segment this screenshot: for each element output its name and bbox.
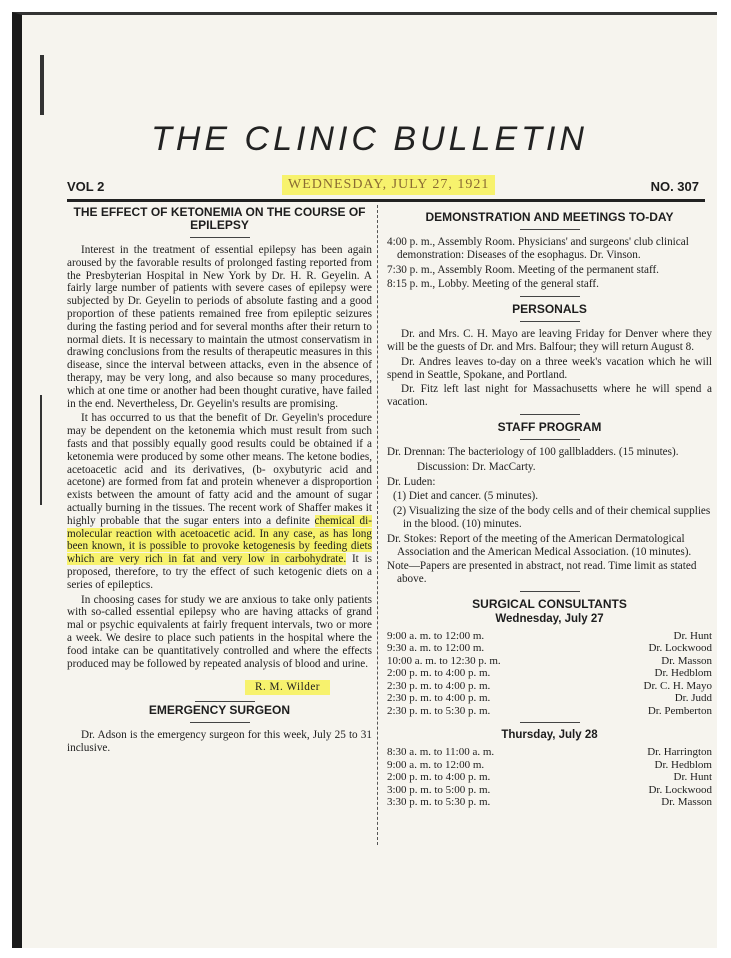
schedule-row <box>387 746 712 759</box>
personal-item: Dr. and Mrs. C. H. Mayo are leaving Friday for Denver where they will be the guests of Dr. and Mrs. Balfour; they will return August 8. <box>387 328 712 353</box>
section-rule <box>520 296 580 297</box>
meeting-item: 4:00 p. m., Assembly Room. Physicians' and surgeons' club clinical demonstration: Diseases of the esophagus. Dr. Vinson. <box>387 236 689 261</box>
author-signature: R. M. Wilder <box>245 680 330 695</box>
schedule-row <box>387 705 712 718</box>
section-rule <box>520 591 580 592</box>
program-item: Dr. Stokes: Report of the meeting of the American Dermatological Association and the American Medical Association. (10 minutes). <box>387 532 692 558</box>
schedule-doctor: Dr. Hedblom <box>654 758 712 771</box>
paragraph-text: It is proposed, therefore, to try the effect of such ketogenic diets on a series of epileptics. <box>67 553 373 591</box>
page-edge-mark <box>40 55 44 115</box>
schedule-doctor: Dr. Masson <box>661 654 712 667</box>
right-column <box>387 211 712 809</box>
page-edge-mark <box>40 395 42 505</box>
issue-date: WEDNESDAY, JULY 27, 1921 <box>282 175 495 195</box>
dateline <box>67 175 705 199</box>
schedule-row <box>387 796 712 809</box>
article-paragraph <box>67 412 372 591</box>
program-item: Dr. Luden: <box>387 475 436 488</box>
wednesday-schedule <box>387 630 712 718</box>
masthead-title: THE CLINIC BULLETIN <box>151 120 588 158</box>
article-headline: THE EFFECT OF KETONEMIA ON THE COURSE OF EPILEPSY <box>73 205 366 232</box>
schedule-doctor: Dr. C. H. Mayo <box>643 679 712 692</box>
section-rule <box>520 722 580 723</box>
issue-number: NO. 307 <box>650 179 699 194</box>
wednesday-heading: Wednesday, July 27 <box>495 612 604 625</box>
schedule-doctor: Dr. Hunt <box>673 629 712 642</box>
schedule-time: 9:30 a. m. to 12:00 m. <box>387 642 485 655</box>
schedule-doctor: Dr. Lockwood <box>648 783 712 796</box>
paragraph-text: It has occurred to us that the benefit of Dr. Geyelin's procedure may be dependent on the ketonemia which must result from such fasts and that possibly equally good results could be obtained if a ketonemia were produced by some other means. The ketone bodies, acetoacetic acid and its derivatives, (b- oxybutyric acid and acetone) are formed from fat and protein whenever a disproportion exists between the amount of fatty acid and the amount of sugar actually burning in the tissues. The recent work of Shaffer makes it highly probable that the sugar enters into a definite <box>67 412 372 527</box>
schedule-time: 9:00 a. m. to 12:00 m. <box>387 629 485 642</box>
emergency-surgeon-text: Dr. Adson is the emergency surgeon for this week, July 25 to 31 inclusive. <box>67 729 372 754</box>
schedule-row <box>387 642 712 655</box>
program-item: Dr. Drennan: The bacteriology of 100 gallbladders. (15 minutes). <box>387 445 679 458</box>
article-paragraph: In choosing cases for study we are anxious to take only patients with so-called essential epilepsy who are having attacks of grand mal or psychic equivalents at fairly frequent intervals, two or more a week. We desire to place such patients in the hospital where the food intake can be quantitatively controlled and where the effects produced may be followed by repeated analysis of blood and urine. <box>67 593 372 670</box>
schedule-time: 2:00 p. m. to 4:00 p. m. <box>387 667 491 680</box>
schedule-time: 2:30 p. m. to 4:00 p. m. <box>387 692 491 705</box>
left-column <box>67 206 372 757</box>
schedule-doctor: Dr. Harrington <box>647 746 712 759</box>
demonstration-heading: DEMONSTRATION AND MEETINGS TO-DAY <box>425 210 674 224</box>
section-rule <box>195 701 255 702</box>
schedule-doctor: Dr. Pemberton <box>647 704 712 717</box>
schedule-row <box>387 784 712 797</box>
column-divider <box>377 205 378 845</box>
schedule-row <box>387 759 712 772</box>
meeting-item: 7:30 p. m., Assembly Room. Meeting of the permanent staff. <box>387 263 659 276</box>
section-rule <box>520 439 580 440</box>
program-item: (1) Diet and cancer. (5 minutes). <box>393 490 539 503</box>
schedule-row <box>387 680 712 693</box>
section-rule <box>520 321 580 322</box>
schedule-doctor: Dr. Lockwood <box>648 642 712 655</box>
schedule-time: 9:00 a. m. to 12:00 m. <box>387 758 485 771</box>
program-item: (2) Visualizing the size of the body cells and of their chemical supplies in the blood. (10) minutes. <box>393 505 711 530</box>
section-rule <box>190 722 250 723</box>
masthead-rule <box>67 199 705 202</box>
schedule-doctor: Dr. Masson <box>661 796 712 809</box>
headline-rule <box>190 237 250 238</box>
personal-item: Dr. Fitz left last night for Massachusetts where he will spend a vacation. <box>387 383 712 409</box>
schedule-row <box>387 771 712 784</box>
schedule-doctor: Dr. Hunt <box>673 771 712 784</box>
schedule-time: 10:00 a. m. to 12:30 p. m. <box>387 654 501 667</box>
emergency-surgeon-heading: EMERGENCY SURGEON <box>148 703 291 718</box>
schedule-doctor: Dr. Hedblom <box>654 667 712 680</box>
personals-heading: PERSONALS <box>512 302 587 317</box>
schedule-time: 2:00 p. m. to 4:00 p. m. <box>387 771 491 784</box>
highlighted-text: chemical di-molecular reaction with acetoacetic acid. In any case, as has long been known, it is possible to provoke ketogenesis by feeding diets which are very rich in fat and very low in carbohydrate. <box>67 514 372 566</box>
schedule-row <box>387 630 712 643</box>
program-item: Discussion: Dr. MacCarty. <box>417 460 536 473</box>
schedule-time: 2:30 p. m. to 4:00 p. m. <box>387 679 491 692</box>
thursday-schedule <box>387 746 712 809</box>
staff-program-heading: STAFF PROGRAM <box>497 419 602 434</box>
surgical-consultants-heading: SURGICAL CONSULTANTS <box>472 596 627 611</box>
thursday-heading: Thursday, July 28 <box>501 729 598 742</box>
section-rule <box>520 414 580 415</box>
newspaper-page <box>12 12 717 948</box>
article-paragraph: Interest in the treatment of essential epilepsy has been again aroused by the favorable results of prolonged fasting reported from the Presbyterian Hospital in New York by Dr. H. R. Geyelin. A fairly large number of patients with severe cases of epilepsy were subjected by Dr. Geyelin to periods of absolute fasting and a good proportion of these patients remained free from epileptic seizures during the fasting period and for several months after their return to normal diets. It is necessary to maintain the utmost conservatism in drawing conclusions from the results of therapeutic measures in this disease, since the interval between attacks, even in the absence of therapy, may be very long, and also because so many procedures, which at one time or another had been thought curative, have failed in the end. Nevertheless, Dr. Geyelin's results are promising. <box>67 244 372 410</box>
schedule-time: 2:30 p. m. to 5:30 p. m. <box>387 704 491 717</box>
volume-label: VOL 2 <box>67 179 105 194</box>
section-rule <box>520 229 580 230</box>
personal-item: Dr. Andres leaves to-day on a three week's vacation which he will spend in Seattle, Spokane, and Portland. <box>387 355 712 381</box>
schedule-row <box>387 655 712 668</box>
schedule-time: 3:00 p. m. to 5:00 p. m. <box>387 783 491 796</box>
schedule-doctor: Dr. Judd <box>674 692 712 705</box>
schedule-time: 3:30 p. m. to 5:30 p. m. <box>387 796 491 809</box>
schedule-row <box>387 667 712 680</box>
schedule-row <box>387 692 712 705</box>
program-note: Note—Papers are presented in abstract, not read. Time limit as stated above. <box>387 560 697 586</box>
meeting-item: 8:15 p. m., Lobby. Meeting of the general staff. <box>387 278 599 291</box>
schedule-time: 8:30 a. m. to 11:00 a. m. <box>387 746 495 759</box>
